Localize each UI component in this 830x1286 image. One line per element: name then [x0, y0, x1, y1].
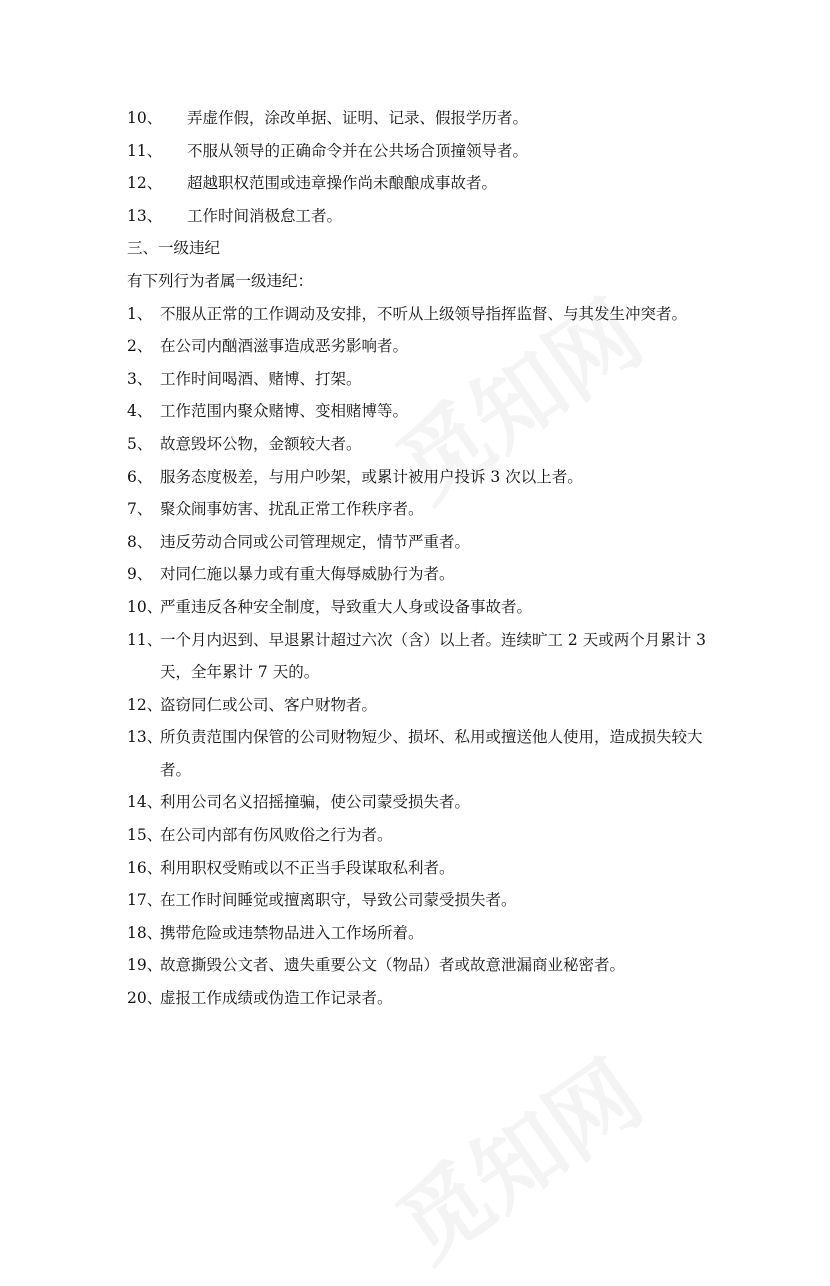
item-number: 12、	[127, 695, 163, 714]
list-item	[127, 363, 707, 396]
section-title: 三、一级违纪	[127, 239, 221, 258]
item-text: 一个月内迟到、早退累计超过六次（含）以上者。连续旷工 2 天或两个月累计 3 天，全年累计 7 天的。	[160, 630, 707, 682]
list-item	[127, 102, 707, 135]
item-text: 服务态度极差，与用户吵架，或累计被用户投诉 3 次以上者。	[160, 467, 583, 486]
section-intro: 有下列行为者属一级违纪：	[127, 271, 314, 290]
item-number: 13、	[127, 206, 163, 225]
item-number: 2、	[127, 337, 153, 356]
list-item	[127, 591, 707, 624]
item-number: 7、	[127, 500, 153, 519]
item-text: 对同仁施以暴力或有重大侮辱威胁行为者。	[160, 565, 455, 584]
list-item	[127, 819, 707, 852]
list-item	[127, 884, 707, 917]
list-item	[127, 721, 707, 786]
list-item	[127, 689, 707, 722]
list-item	[127, 558, 707, 591]
item-number: 13、	[127, 728, 163, 747]
list-item	[127, 395, 707, 428]
item-text: 违反劳动合同或公司管理规定，情节严重者。	[160, 532, 471, 551]
item-text: 盗窃同仁或公司、客户财物者。	[160, 695, 378, 714]
item-text: 弄虚作假，涂改单据、证明、记录、假报学历者。	[187, 109, 529, 127]
list-item	[127, 298, 707, 331]
item-number: 19、	[127, 956, 163, 975]
item-number: 11、	[127, 630, 163, 649]
item-text: 利用公司名义招摇撞骗，使公司蒙受损失者。	[160, 793, 471, 812]
item-number: 10、	[127, 109, 163, 127]
item-number: 6、	[127, 467, 153, 486]
item-text: 所负责范围内保管的公司财物短少、损坏、私用或擅送他人使用，造成损失较大者。	[160, 728, 703, 779]
list-item	[127, 428, 707, 461]
list-item	[127, 461, 707, 494]
item-text: 超越职权范围或违章操作尚未酿酿成事故者。	[187, 174, 498, 193]
item-text: 不服从正常的工作调动及安排，不听从上级领导指挥监督、与其发生冲突者。	[160, 304, 688, 323]
item-number: 16、	[127, 858, 163, 877]
watermark	[367, 1024, 663, 1285]
item-number: 14、	[127, 793, 163, 812]
item-text: 工作时间消极怠工者。	[187, 206, 343, 225]
item-number: 9、	[127, 565, 153, 584]
item-text: 利用职权受贿或以不正当手段谋取私利者。	[160, 858, 455, 877]
item-text: 严重违反各种安全制度，导致重大人身或设备事故者。	[160, 597, 533, 616]
item-number: 4、	[127, 402, 153, 421]
item-number: 17、	[127, 891, 163, 910]
item-number: 18、	[127, 923, 163, 942]
list-item	[127, 135, 707, 168]
item-text: 工作范围内聚众赌博、变相赌博等。	[160, 402, 409, 421]
item-text: 故意毁坏公物，金额较大者。	[160, 434, 362, 453]
list-item	[127, 852, 707, 885]
list-item	[127, 624, 707, 689]
list-item	[127, 982, 707, 1015]
list-item	[127, 917, 707, 950]
list-item	[127, 949, 707, 982]
item-text: 故意撕毁公文者、遗失重要公文（物品）者或故意泄漏商业秘密者。	[160, 956, 626, 975]
item-text: 不服从领导的正确命令并在公共场合顶撞领导者。	[187, 141, 529, 160]
list-item	[127, 167, 707, 200]
item-number: 11、	[127, 141, 163, 160]
item-text: 携带危险或违禁物品进入工作场所着。	[160, 923, 424, 942]
item-text: 虚报工作成绩或伪造工作记录者。	[160, 989, 393, 1008]
item-number: 12、	[127, 174, 163, 193]
item-number: 1、	[127, 304, 153, 323]
list-item	[127, 526, 707, 559]
list-item	[127, 200, 707, 233]
list-item	[127, 493, 707, 526]
item-text: 在工作时间睡觉或擅离职守，导致公司蒙受损失者。	[160, 891, 517, 910]
item-text: 在公司内部有伤风败俗之行为者。	[160, 826, 393, 845]
item-number: 5、	[127, 434, 153, 453]
item-number: 10、	[127, 597, 163, 616]
item-number: 20、	[127, 989, 163, 1008]
item-number: 8、	[127, 532, 153, 551]
list-item	[127, 786, 707, 819]
item-text: 聚众闹事妨害、扰乱正常工作秩序者。	[160, 500, 424, 519]
item-text: 在公司内酗酒滋事造成恶劣影响者。	[160, 337, 409, 356]
item-text: 工作时间喝酒、赌博、打架。	[160, 369, 362, 388]
violation-list	[127, 102, 707, 1015]
list-item	[127, 330, 707, 363]
item-number: 3、	[127, 369, 153, 388]
item-number: 15、	[127, 826, 163, 845]
